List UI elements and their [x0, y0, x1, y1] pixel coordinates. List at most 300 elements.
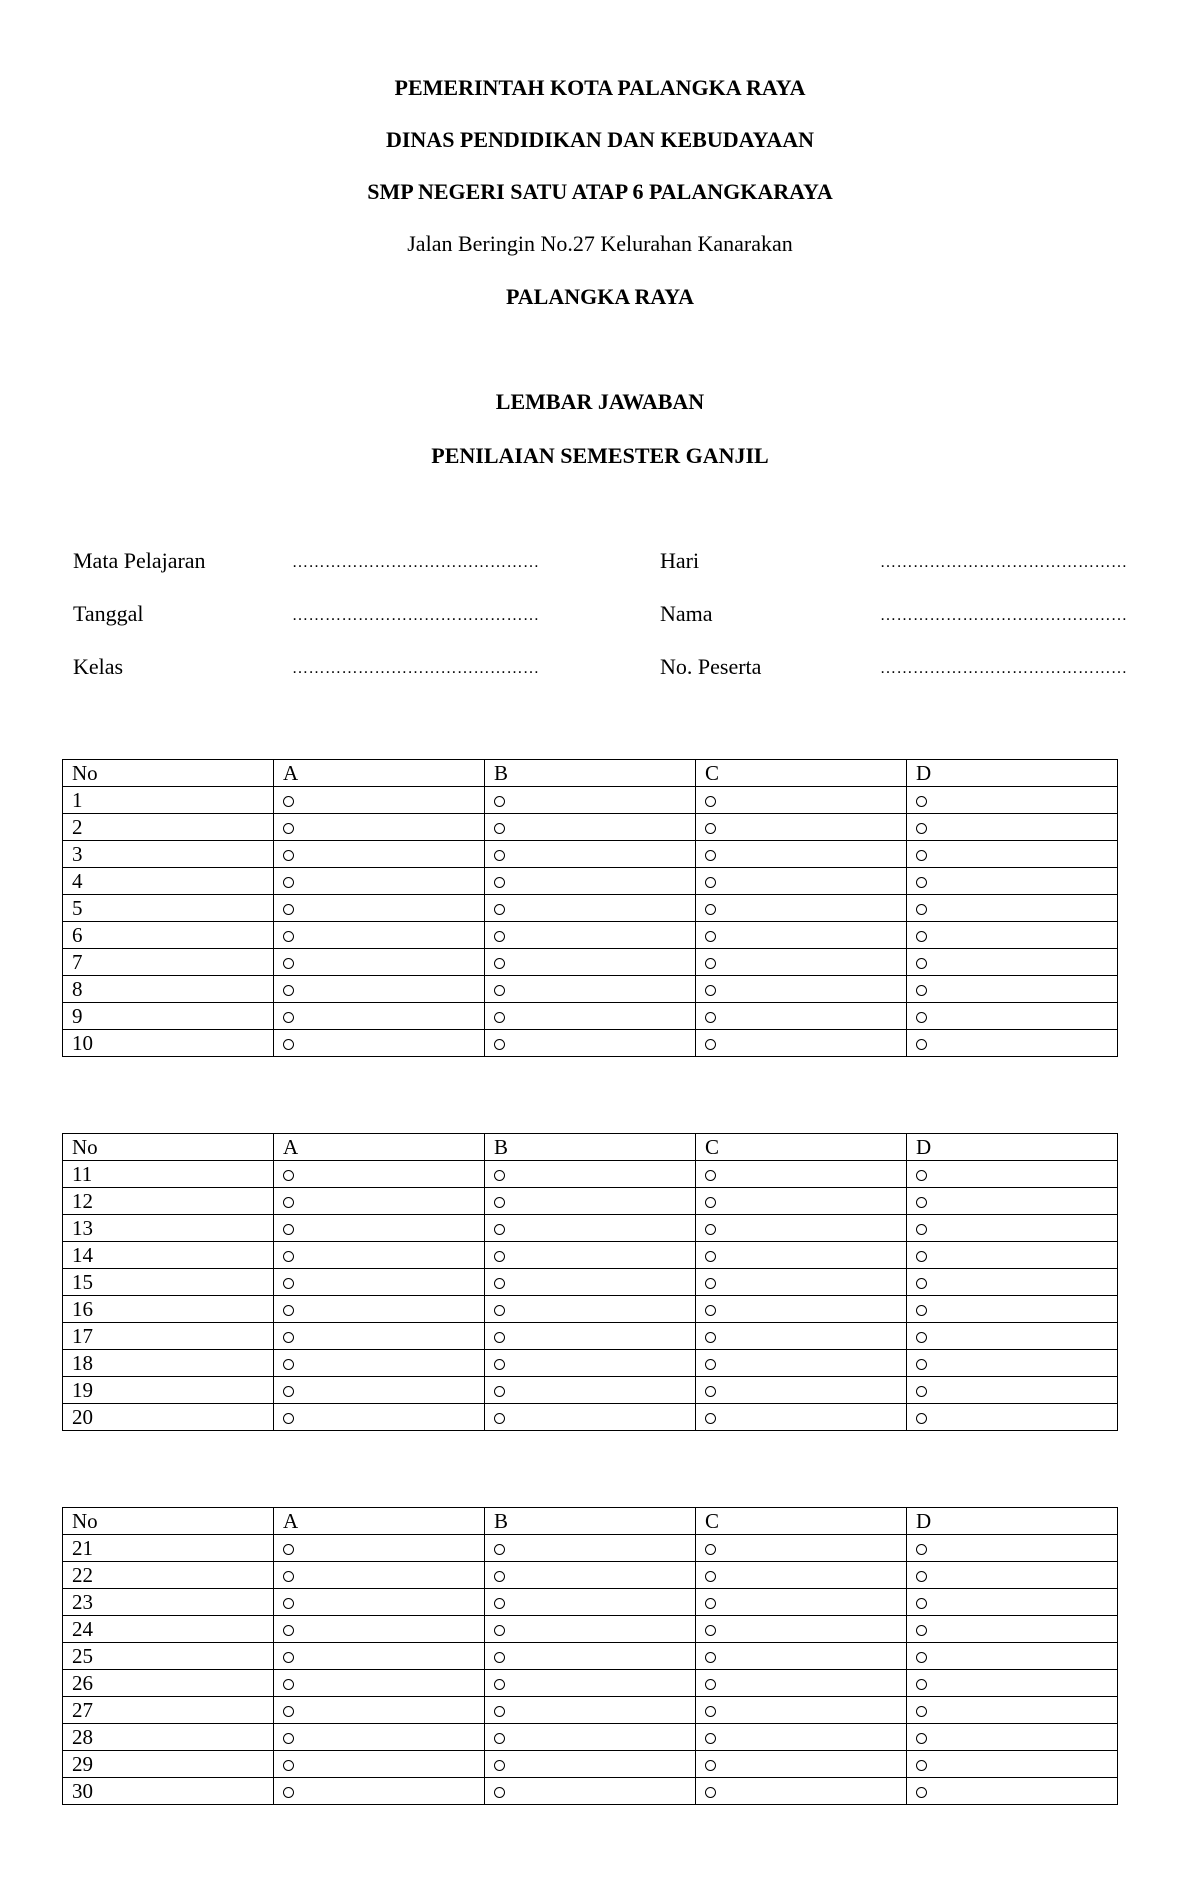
option-d-cell[interactable] [907, 1616, 1118, 1643]
answer-bubble-icon[interactable] [494, 1251, 505, 1262]
answer-bubble-icon[interactable] [494, 877, 505, 888]
answer-bubble-icon[interactable] [494, 850, 505, 861]
answer-bubble-icon[interactable] [916, 850, 927, 861]
option-c-cell[interactable] [696, 1242, 907, 1269]
answer-bubble-icon[interactable] [283, 850, 294, 861]
option-d-cell[interactable] [907, 1003, 1118, 1030]
option-c-cell[interactable] [696, 1377, 907, 1404]
table-row [63, 1562, 1118, 1589]
answer-bubble-icon[interactable] [283, 1170, 294, 1181]
answer-bubble-icon[interactable] [283, 1332, 294, 1343]
answer-bubble-icon[interactable] [705, 1760, 716, 1771]
option-c-cell[interactable] [696, 922, 907, 949]
option-b-cell[interactable] [485, 1003, 696, 1030]
option-a-cell[interactable] [274, 1778, 485, 1805]
answer-bubble-icon[interactable] [916, 1652, 927, 1663]
option-b-cell[interactable] [485, 1188, 696, 1215]
option-a-cell[interactable] [274, 787, 485, 814]
answer-bubble-icon[interactable] [705, 1251, 716, 1262]
answer-bubble-icon[interactable] [494, 1679, 505, 1690]
answer-bubble-icon[interactable] [494, 1733, 505, 1744]
answer-bubble-icon[interactable] [916, 1251, 927, 1262]
option-d-cell[interactable] [907, 1751, 1118, 1778]
option-c-cell[interactable] [696, 1188, 907, 1215]
participant-number-blank[interactable]: ……………………………………… [880, 660, 1128, 677]
answer-bubble-icon[interactable] [494, 1760, 505, 1771]
answer-bubble-icon[interactable] [916, 823, 927, 834]
option-b-cell[interactable] [485, 1242, 696, 1269]
question-number: 8 [63, 976, 274, 1003]
answer-bubble-icon[interactable] [705, 1386, 716, 1397]
option-a-cell[interactable] [274, 841, 485, 868]
option-a-cell[interactable] [274, 1350, 485, 1377]
option-c-cell[interactable] [696, 895, 907, 922]
option-c-cell[interactable] [696, 1296, 907, 1323]
answer-bubble-icon[interactable] [283, 904, 294, 915]
option-c-cell[interactable] [696, 1643, 907, 1670]
answer-bubble-icon[interactable] [705, 1598, 716, 1609]
question-number: 24 [63, 1616, 274, 1643]
answer-bubble-icon[interactable] [283, 1039, 294, 1050]
option-d-cell[interactable] [907, 922, 1118, 949]
answer-bubble-icon[interactable] [705, 1039, 716, 1050]
answer-bubble-icon[interactable] [494, 1039, 505, 1050]
answer-bubble-icon[interactable] [283, 931, 294, 942]
answer-bubble-icon[interactable] [705, 1625, 716, 1636]
option-a-cell[interactable] [274, 814, 485, 841]
answer-bubble-icon[interactable] [916, 904, 927, 915]
answer-bubble-icon[interactable] [494, 1413, 505, 1424]
table-row [63, 1323, 1118, 1350]
answer-bubble-icon[interactable] [916, 1760, 927, 1771]
question-number: 2 [63, 814, 274, 841]
option-a-cell[interactable] [274, 1404, 485, 1431]
answer-bubble-icon[interactable] [916, 958, 927, 969]
table-row [63, 1589, 1118, 1616]
option-c-cell[interactable] [696, 1589, 907, 1616]
answer-bubble-icon[interactable] [283, 1652, 294, 1663]
option-b-cell[interactable] [485, 1269, 696, 1296]
answer-bubble-icon[interactable] [916, 877, 927, 888]
answer-bubble-icon[interactable] [494, 1598, 505, 1609]
option-d-cell[interactable] [907, 1377, 1118, 1404]
answer-bubble-icon[interactable] [705, 1679, 716, 1690]
answer-bubble-icon[interactable] [705, 1733, 716, 1744]
option-c-cell[interactable] [696, 1697, 907, 1724]
day-label: Hari [660, 548, 700, 573]
answer-bubble-icon[interactable] [494, 931, 505, 942]
option-b-cell[interactable] [485, 1724, 696, 1751]
answer-bubble-icon[interactable] [494, 1224, 505, 1235]
table-row [63, 868, 1118, 895]
option-c-cell[interactable] [696, 1215, 907, 1242]
option-a-cell[interactable] [274, 1697, 485, 1724]
option-d-cell[interactable] [907, 1030, 1118, 1057]
option-a-cell[interactable] [274, 1562, 485, 1589]
answer-bubble-icon[interactable] [916, 1224, 927, 1235]
answer-bubble-icon[interactable] [494, 1706, 505, 1717]
answer-bubble-icon[interactable] [916, 1386, 927, 1397]
table-row [63, 1242, 1118, 1269]
option-c-cell[interactable] [696, 1724, 907, 1751]
answer-bubble-icon[interactable] [705, 931, 716, 942]
answer-bubble-icon[interactable] [916, 1012, 927, 1023]
option-c-cell[interactable] [696, 814, 907, 841]
option-b-cell[interactable] [485, 1670, 696, 1697]
option-d-column-header: D [907, 1134, 1118, 1161]
answer-bubble-icon[interactable] [705, 1652, 716, 1663]
option-d-column-header: D [907, 1508, 1118, 1535]
question-number: 10 [63, 1030, 274, 1057]
answer-bubble-icon[interactable] [494, 958, 505, 969]
option-b-cell[interactable] [485, 1161, 696, 1188]
option-b-cell[interactable] [485, 1697, 696, 1724]
table-row [63, 1003, 1118, 1030]
answer-bubble-icon[interactable] [705, 1413, 716, 1424]
answer-bubble-icon[interactable] [705, 796, 716, 807]
option-b-cell[interactable] [485, 787, 696, 814]
answer-bubble-icon[interactable] [283, 877, 294, 888]
table-row [63, 1030, 1118, 1057]
option-c-cell[interactable] [696, 868, 907, 895]
answer-bubble-icon[interactable] [705, 1544, 716, 1555]
option-d-cell[interactable] [907, 1562, 1118, 1589]
option-a-cell[interactable] [274, 1535, 485, 1562]
subject-blank[interactable]: ……………………………………… [292, 554, 540, 571]
answer-bubble-icon[interactable] [494, 796, 505, 807]
answer-bubble-icon[interactable] [283, 1760, 294, 1771]
table-row [63, 1188, 1118, 1215]
option-c-cell[interactable] [696, 1161, 907, 1188]
answer-bubble-icon[interactable] [705, 985, 716, 996]
date-label: Tanggal [73, 601, 144, 626]
answer-bubble-icon[interactable] [916, 1787, 927, 1798]
answer-bubble-icon[interactable] [705, 1571, 716, 1582]
answer-bubble-icon[interactable] [494, 1544, 505, 1555]
option-b-cell[interactable] [485, 1215, 696, 1242]
option-a-cell[interactable] [274, 1242, 485, 1269]
answer-bubble-icon[interactable] [705, 1359, 716, 1370]
option-b-cell[interactable] [485, 922, 696, 949]
option-d-cell[interactable] [907, 1643, 1118, 1670]
answer-bubble-icon[interactable] [916, 1413, 927, 1424]
table-row [63, 895, 1118, 922]
table-row [63, 1697, 1118, 1724]
option-b-cell[interactable] [485, 1589, 696, 1616]
answer-bubble-icon[interactable] [705, 877, 716, 888]
option-a-cell[interactable] [274, 1616, 485, 1643]
option-d-cell[interactable] [907, 1778, 1118, 1805]
number-column-header: No [63, 1134, 274, 1161]
option-b-cell[interactable] [485, 1404, 696, 1431]
name-blank[interactable]: ……………………………………… [880, 607, 1128, 624]
answer-bubble-icon[interactable] [705, 1170, 716, 1181]
answer-bubble-icon[interactable] [916, 1679, 927, 1690]
option-c-cell[interactable] [696, 1562, 907, 1589]
option-a-column-header: A [274, 1134, 485, 1161]
table-row [63, 841, 1118, 868]
option-a-cell[interactable] [274, 1215, 485, 1242]
answer-bubble-icon[interactable] [705, 1224, 716, 1235]
option-d-cell[interactable] [907, 1404, 1118, 1431]
option-b-cell[interactable] [485, 895, 696, 922]
option-b-cell[interactable] [485, 1778, 696, 1805]
date-blank[interactable]: ……………………………………… [292, 607, 540, 624]
answer-bubble-icon[interactable] [705, 1305, 716, 1316]
answer-bubble-icon[interactable] [705, 1332, 716, 1343]
option-c-cell[interactable] [696, 1751, 907, 1778]
answer-bubble-icon[interactable] [916, 1625, 927, 1636]
option-a-cell[interactable] [274, 1003, 485, 1030]
answer-bubble-icon[interactable] [916, 1733, 927, 1744]
option-c-cell[interactable] [696, 787, 907, 814]
answer-bubble-icon[interactable] [494, 1170, 505, 1181]
answer-bubble-icon[interactable] [916, 1332, 927, 1343]
answer-bubble-icon[interactable] [916, 1278, 927, 1289]
option-c-cell[interactable] [696, 1535, 907, 1562]
option-b-cell[interactable] [485, 949, 696, 976]
question-number: 15 [63, 1269, 274, 1296]
option-c-cell[interactable] [696, 1030, 907, 1057]
option-d-cell[interactable] [907, 1350, 1118, 1377]
header-address: Jalan Beringin No.27 Kelurahan Kanarakan [407, 231, 793, 256]
option-b-cell[interactable] [485, 814, 696, 841]
answer-bubble-icon[interactable] [705, 904, 716, 915]
answer-bubble-icon[interactable] [494, 1305, 505, 1316]
option-d-cell[interactable] [907, 895, 1118, 922]
answer-bubble-icon[interactable] [916, 1598, 927, 1609]
exam-title: PENILAIAN SEMESTER GANJIL [431, 443, 769, 468]
answer-bubble-icon[interactable] [283, 1278, 294, 1289]
answer-bubble-icon[interactable] [916, 931, 927, 942]
table-header-row [63, 760, 1118, 787]
answer-bubble-icon[interactable] [916, 1305, 927, 1316]
option-d-cell[interactable] [907, 814, 1118, 841]
option-b-cell[interactable] [485, 1377, 696, 1404]
answer-bubble-icon[interactable] [494, 1386, 505, 1397]
option-a-cell[interactable] [274, 895, 485, 922]
answer-bubble-icon[interactable] [494, 1278, 505, 1289]
option-c-cell[interactable] [696, 841, 907, 868]
option-a-cell[interactable] [274, 1724, 485, 1751]
option-c-cell[interactable] [696, 1350, 907, 1377]
question-number: 13 [63, 1215, 274, 1242]
question-number: 26 [63, 1670, 274, 1697]
option-c-cell[interactable] [696, 949, 907, 976]
option-a-cell[interactable] [274, 1161, 485, 1188]
option-c-cell[interactable] [696, 1778, 907, 1805]
answer-bubble-icon[interactable] [283, 1625, 294, 1636]
answer-bubble-icon[interactable] [494, 1571, 505, 1582]
answer-bubble-icon[interactable] [283, 1679, 294, 1690]
answer-bubble-icon[interactable] [494, 1787, 505, 1798]
option-c-cell[interactable] [696, 1404, 907, 1431]
option-c-column-header: C [696, 760, 907, 787]
answer-bubble-icon[interactable] [283, 1787, 294, 1798]
option-a-cell[interactable] [274, 868, 485, 895]
question-number: 7 [63, 949, 274, 976]
option-a-cell[interactable] [274, 1670, 485, 1697]
option-d-cell[interactable] [907, 1697, 1118, 1724]
option-d-cell[interactable] [907, 1296, 1118, 1323]
option-a-cell[interactable] [274, 1030, 485, 1057]
answer-bubble-icon[interactable] [283, 823, 294, 834]
option-d-cell[interactable] [907, 1242, 1118, 1269]
option-a-cell[interactable] [274, 1323, 485, 1350]
answer-bubble-icon[interactable] [705, 958, 716, 969]
option-d-cell[interactable] [907, 1161, 1118, 1188]
question-number: 4 [63, 868, 274, 895]
answer-bubble-icon[interactable] [705, 823, 716, 834]
table-row [63, 1269, 1118, 1296]
option-c-cell[interactable] [696, 1003, 907, 1030]
option-d-cell[interactable] [907, 949, 1118, 976]
question-number: 22 [63, 1562, 274, 1589]
option-c-cell[interactable] [696, 1670, 907, 1697]
table-row [63, 814, 1118, 841]
table-row [63, 1350, 1118, 1377]
option-b-cell[interactable] [485, 976, 696, 1003]
answer-bubble-icon[interactable] [916, 1170, 927, 1181]
question-number: 6 [63, 922, 274, 949]
table-row [63, 1670, 1118, 1697]
answer-bubble-icon[interactable] [283, 796, 294, 807]
option-a-cell[interactable] [274, 1751, 485, 1778]
option-b-column-header: B [485, 1508, 696, 1535]
question-number: 27 [63, 1697, 274, 1724]
option-b-cell[interactable] [485, 1562, 696, 1589]
option-a-cell[interactable] [274, 976, 485, 1003]
header-school: SMP NEGERI SATU ATAP 6 PALANGKARAYA [367, 179, 833, 204]
answer-bubble-icon[interactable] [283, 1012, 294, 1023]
option-a-cell[interactable] [274, 1377, 485, 1404]
option-d-cell[interactable] [907, 1535, 1118, 1562]
answer-bubble-icon[interactable] [494, 1652, 505, 1663]
table-row [63, 1161, 1118, 1188]
question-number: 18 [63, 1350, 274, 1377]
question-number: 16 [63, 1296, 274, 1323]
answer-bubble-icon[interactable] [283, 1305, 294, 1316]
answer-bubble-icon[interactable] [916, 1706, 927, 1717]
option-d-cell[interactable] [907, 841, 1118, 868]
answer-bubble-icon[interactable] [494, 1359, 505, 1370]
answer-bubble-icon[interactable] [494, 1625, 505, 1636]
answer-bubble-icon[interactable] [283, 1413, 294, 1424]
answer-bubble-icon[interactable] [283, 1359, 294, 1370]
option-a-cell[interactable] [274, 922, 485, 949]
answer-bubble-icon[interactable] [283, 1598, 294, 1609]
option-b-cell[interactable] [485, 1535, 696, 1562]
answer-bubble-icon[interactable] [916, 796, 927, 807]
answer-bubble-icon[interactable] [283, 1571, 294, 1582]
option-b-cell[interactable] [485, 1350, 696, 1377]
option-d-cell[interactable] [907, 787, 1118, 814]
answer-bubble-icon[interactable] [705, 1278, 716, 1289]
answer-bubble-icon[interactable] [283, 1733, 294, 1744]
answer-bubble-icon[interactable] [916, 1197, 927, 1208]
option-c-cell[interactable] [696, 1323, 907, 1350]
option-b-cell[interactable] [485, 1751, 696, 1778]
number-column-header: No [63, 760, 274, 787]
option-a-column-header: A [274, 1508, 485, 1535]
answer-bubble-icon[interactable] [494, 1197, 505, 1208]
answer-bubble-icon[interactable] [916, 1359, 927, 1370]
option-b-cell[interactable] [485, 1643, 696, 1670]
option-b-cell[interactable] [485, 1030, 696, 1057]
answer-bubble-icon[interactable] [283, 1706, 294, 1717]
answer-bubble-icon[interactable] [705, 1706, 716, 1717]
table-header-row [63, 1508, 1118, 1535]
option-d-cell[interactable] [907, 868, 1118, 895]
answer-bubble-icon[interactable] [916, 985, 927, 996]
class-blank[interactable]: ……………………………………… [292, 660, 540, 677]
option-b-column-header: B [485, 1134, 696, 1161]
option-d-cell[interactable] [907, 1589, 1118, 1616]
option-a-cell[interactable] [274, 1296, 485, 1323]
question-number: 11 [63, 1161, 274, 1188]
option-a-cell[interactable] [274, 1643, 485, 1670]
answer-bubble-icon[interactable] [705, 1197, 716, 1208]
option-d-cell[interactable] [907, 1269, 1118, 1296]
option-b-cell[interactable] [485, 868, 696, 895]
answer-bubble-icon[interactable] [494, 985, 505, 996]
option-b-cell[interactable] [485, 1616, 696, 1643]
answer-bubble-icon[interactable] [916, 1544, 927, 1555]
answer-bubble-icon[interactable] [705, 1012, 716, 1023]
answer-bubble-icon[interactable] [283, 958, 294, 969]
option-a-cell[interactable] [274, 1269, 485, 1296]
answer-bubble-icon[interactable] [494, 1332, 505, 1343]
option-d-cell[interactable] [907, 1670, 1118, 1697]
answer-bubble-icon[interactable] [705, 1787, 716, 1798]
table-row [63, 922, 1118, 949]
answer-bubble-icon[interactable] [494, 904, 505, 915]
option-b-cell[interactable] [485, 841, 696, 868]
option-b-cell[interactable] [485, 1323, 696, 1350]
option-d-cell[interactable] [907, 1323, 1118, 1350]
question-number: 21 [63, 1535, 274, 1562]
answer-bubble-icon[interactable] [283, 1197, 294, 1208]
answer-bubble-icon[interactable] [916, 1571, 927, 1582]
answer-bubble-icon[interactable] [283, 1251, 294, 1262]
option-a-cell[interactable] [274, 1188, 485, 1215]
answer-bubble-icon[interactable] [916, 1039, 927, 1050]
option-c-cell[interactable] [696, 1616, 907, 1643]
option-b-cell[interactable] [485, 1296, 696, 1323]
option-d-cell[interactable] [907, 1724, 1118, 1751]
answer-bubble-icon[interactable] [494, 823, 505, 834]
table-row [63, 1751, 1118, 1778]
day-blank[interactable]: ……………………………………… [880, 554, 1128, 571]
question-number: 29 [63, 1751, 274, 1778]
option-c-cell[interactable] [696, 976, 907, 1003]
answer-bubble-icon[interactable] [283, 1386, 294, 1397]
answer-bubble-icon[interactable] [283, 985, 294, 996]
answer-bubble-icon[interactable] [283, 1544, 294, 1555]
answer-bubble-icon[interactable] [705, 850, 716, 861]
option-d-cell[interactable] [907, 1215, 1118, 1242]
question-number: 12 [63, 1188, 274, 1215]
class-label: Kelas [73, 654, 124, 679]
option-a-cell[interactable] [274, 1589, 485, 1616]
option-d-cell[interactable] [907, 1188, 1118, 1215]
answer-bubble-icon[interactable] [283, 1224, 294, 1235]
option-c-cell[interactable] [696, 1269, 907, 1296]
option-b-column-header: B [485, 760, 696, 787]
option-a-cell[interactable] [274, 949, 485, 976]
option-d-cell[interactable] [907, 976, 1118, 1003]
answer-bubble-icon[interactable] [494, 1012, 505, 1023]
